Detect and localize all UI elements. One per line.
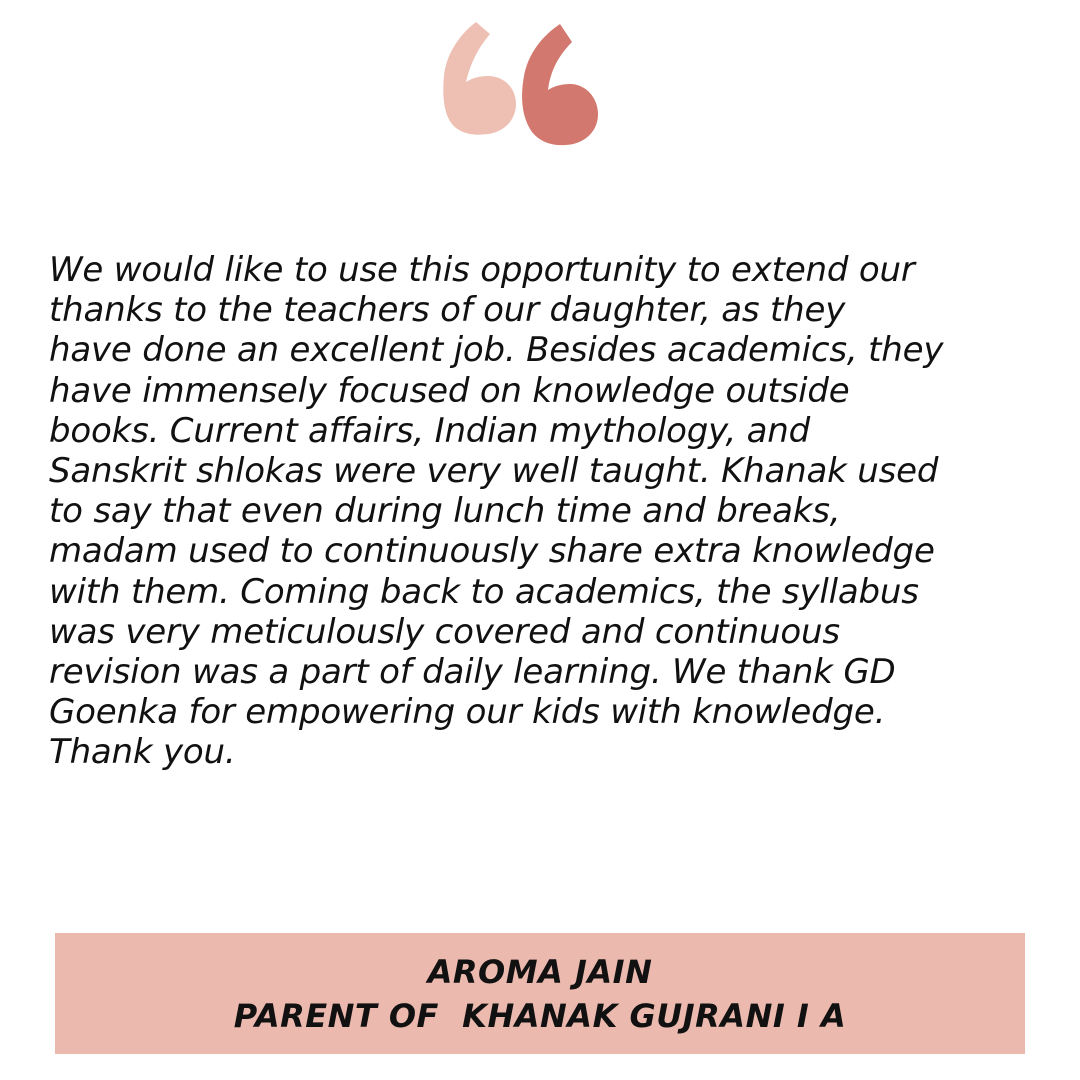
author-name: AROMA JAIN xyxy=(427,952,653,991)
testimonial-line: have done an excellent job. Besides academics, they xyxy=(49,330,944,371)
testimonial-line: madam used to continuously share extra knowledge xyxy=(49,531,935,572)
opening-quotation-mark-icon xyxy=(440,14,600,149)
testimonial-line: with them. Coming back to academics, the syllabus xyxy=(49,571,919,612)
quote-right-glyph xyxy=(522,24,598,145)
testimonial-line: Sanskrit shlokas were very well taught. Khanak used xyxy=(49,451,939,492)
testimonial-text xyxy=(49,250,1039,773)
testimonial-line: We would like to use this opportunity to extend our xyxy=(49,250,915,290)
testimonial-line: was very meticulously covered and continuous xyxy=(49,611,840,652)
testimonial-line: have immensely focused on knowledge outside xyxy=(49,370,850,411)
author-relation: PARENT OF KHANAK GUJRANI I A xyxy=(233,996,847,1035)
attribution-banner xyxy=(55,933,1025,1054)
testimonial-line: books. Current affairs, Indian mythology, and xyxy=(49,410,811,451)
testimonial-line: Goenka for empowering our kids with knowledge. xyxy=(49,692,886,733)
testimonial-line: to say that even during lunch time and breaks, xyxy=(49,491,841,532)
testimonial-line: Thank you. xyxy=(49,732,236,773)
quote-left-glyph xyxy=(443,22,516,135)
testimonial-line: revision was a part of daily learning. We thank GD xyxy=(49,652,896,693)
testimonial-line: thanks to the teachers of our daughter, as they xyxy=(49,290,846,331)
